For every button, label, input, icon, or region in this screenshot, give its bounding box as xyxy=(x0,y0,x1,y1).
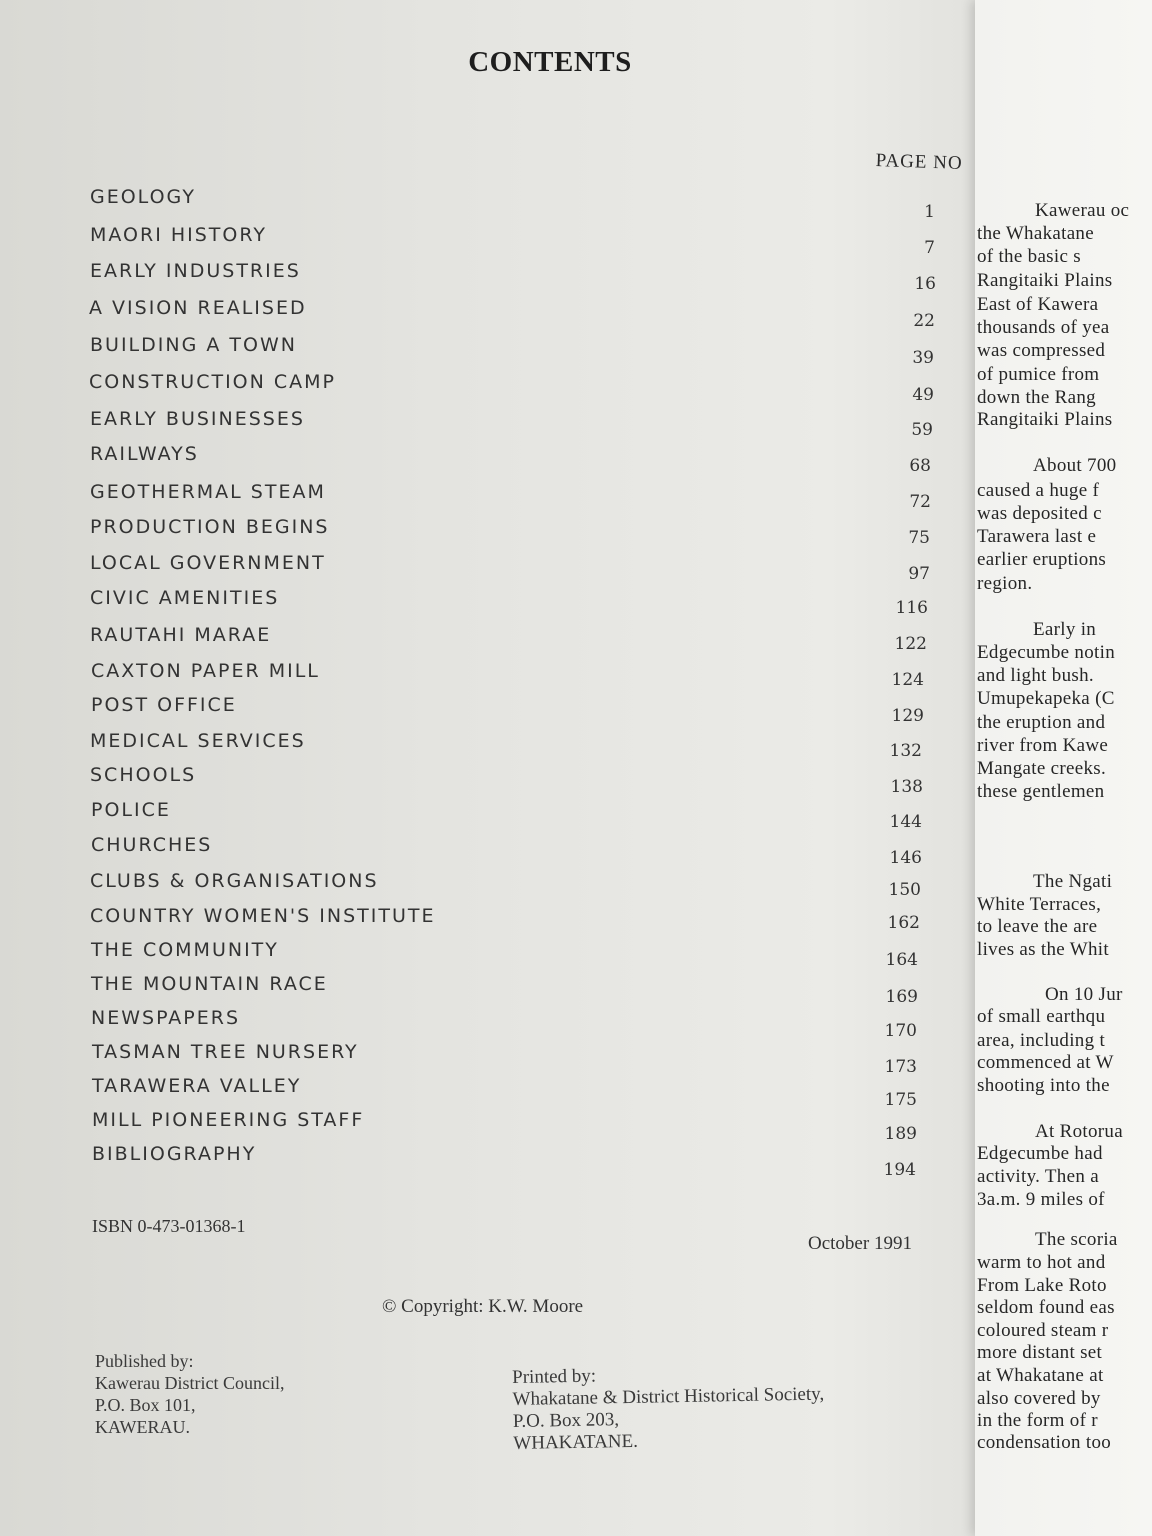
toc-entry-page-number: 170 xyxy=(884,1021,917,1041)
right-page-text-line: Rangitaiki Plains xyxy=(977,270,1113,291)
printed-by-line: P.O. Box 203, xyxy=(512,1409,620,1432)
toc-entry-title: GEOTHERMAL STEAM xyxy=(90,481,326,503)
right-page-text-line: Edgecumbe had xyxy=(977,1143,1103,1164)
toc-entry-page-number: 150 xyxy=(888,880,921,900)
toc-entry-title: RAILWAYS xyxy=(90,443,199,465)
toc-entry-title: GEOLOGY xyxy=(90,186,196,208)
published-by-line: P.O. Box 101, xyxy=(95,1395,196,1415)
toc-entry-page-number: 138 xyxy=(890,777,923,797)
toc-entry-page-number: 97 xyxy=(908,564,930,584)
right-page-text-line: 3a.m. 9 miles of xyxy=(977,1189,1105,1210)
published-by-label: Published by: xyxy=(95,1351,194,1371)
right-page-text-line: seldom found eas xyxy=(977,1297,1115,1318)
right-page-text-line: activity. Then a xyxy=(977,1166,1099,1187)
toc-entry-title: THE COMMUNITY xyxy=(91,939,279,961)
right-page-text-line: to leave the are xyxy=(977,916,1098,937)
toc-entry-page-number: 132 xyxy=(889,741,922,761)
right-page-text-line: lives as the Whit xyxy=(977,939,1109,960)
toc-entry-page-number: 189 xyxy=(884,1124,917,1144)
right-page-text-line: river from Kawe xyxy=(977,735,1109,756)
right-page-text-line: area, including t xyxy=(977,1030,1106,1051)
toc-entry-page-number: 59 xyxy=(911,420,933,440)
toc-entry-title: BIBLIOGRAPHY xyxy=(92,1143,257,1165)
published-by-line: KAWERAU. xyxy=(95,1417,191,1437)
right-page-text-line: was compressed xyxy=(977,340,1106,361)
right-page-text-line: East of Kawera xyxy=(977,294,1099,315)
right-page-text-line: commenced at W xyxy=(977,1052,1114,1073)
right-page-text-line: Edgecumbe notin xyxy=(977,642,1115,663)
toc-entry-page-number: 68 xyxy=(909,456,931,476)
toc-entry-title: MILL PIONEERING STAFF xyxy=(92,1109,365,1131)
right-page-text-line: Tarawera last e xyxy=(977,526,1097,547)
toc-entry-page-number: 1 xyxy=(924,202,935,222)
right-page-text-line: The scoria xyxy=(1035,1229,1118,1250)
toc-entry-page-number: 173 xyxy=(884,1057,917,1077)
toc-entry-title: CONSTRUCTION CAMP xyxy=(89,371,337,393)
right-page-text-line: shooting into the xyxy=(977,1075,1110,1096)
isbn: ISBN 0-473-01368-1 xyxy=(92,1216,246,1236)
right-page-text-line: Kawerau oc xyxy=(1035,200,1130,221)
right-page-text-line: The Ngati xyxy=(1033,871,1113,892)
printed-by-block xyxy=(512,1362,825,1455)
toc-entry-page-number: 144 xyxy=(889,812,922,832)
toc-entry-title: EARLY BUSINESSES xyxy=(90,408,305,430)
toc-entry-title: PRODUCTION BEGINS xyxy=(90,516,330,538)
toc-entry-title: CLUBS & ORGANISATIONS xyxy=(90,870,379,892)
toc-entry-page-number: 194 xyxy=(883,1160,916,1180)
right-page-text-line: White Terraces, xyxy=(977,894,1102,915)
right-page-text-line: About 700 xyxy=(1033,455,1117,476)
toc-entry-title: NEWSPAPERS xyxy=(91,1007,241,1029)
published-by-block xyxy=(95,1350,284,1438)
toc-entry-page-number: 169 xyxy=(885,987,918,1007)
printed-by-line: Whakatane & District Historical Society, xyxy=(512,1383,825,1410)
right-page-text-line: and light bush. xyxy=(977,665,1094,686)
right-page-text-line: at Whakatane at xyxy=(977,1365,1104,1386)
toc-entry-page-number: 7 xyxy=(924,238,935,258)
right-page-text-line: earlier eruptions xyxy=(977,549,1107,570)
right-page-text-line: was deposited c xyxy=(977,503,1102,524)
toc-entry-title: CAXTON PAPER MILL xyxy=(91,660,320,682)
right-page-text-line: of the basic s xyxy=(977,246,1081,267)
copyright-notice: © Copyright: K.W. Moore xyxy=(382,1296,584,1317)
toc-entry-page-number: 39 xyxy=(912,348,934,368)
toc-entry-title: THE MOUNTAIN RACE xyxy=(91,973,328,995)
toc-entry-page-number: 116 xyxy=(895,598,928,618)
toc-entry-page-number: 164 xyxy=(885,950,918,970)
right-page-text-line: caused a huge f xyxy=(977,480,1100,501)
toc-entry-page-number: 124 xyxy=(891,670,924,690)
toc-entry-page-number: 75 xyxy=(908,528,930,548)
toc-entry-title: EARLY INDUSTRIES xyxy=(90,260,301,282)
toc-entry-title: A VISION REALISED xyxy=(89,297,307,319)
right-page-text-line: Rangitaiki Plains xyxy=(977,409,1113,430)
toc-entry-title: CHURCHES xyxy=(91,834,213,856)
toc-entry-page-number: 129 xyxy=(891,706,924,726)
right-page-text-line: On 10 Jur xyxy=(1045,984,1123,1005)
right-page-text-line: Early in xyxy=(1033,619,1097,640)
publication-date: October 1991 xyxy=(808,1233,912,1254)
right-page-text-line: From Lake Roto xyxy=(977,1275,1107,1296)
right-page-text-line: region. xyxy=(977,573,1033,594)
printed-by-label: Printed by: xyxy=(512,1365,597,1388)
toc-entry-page-number: 72 xyxy=(909,492,931,512)
right-page-text-line: Umupekapeka (C xyxy=(977,688,1115,709)
toc-entry-title: POST OFFICE xyxy=(91,694,237,716)
toc-entry-page-number: 16 xyxy=(914,274,936,294)
right-page-text-line: also covered by xyxy=(977,1388,1101,1409)
toc-entry-title: BUILDING A TOWN xyxy=(90,334,297,356)
toc-entry-page-number: 22 xyxy=(913,311,935,331)
right-page-text-line: At Rotorua xyxy=(1035,1121,1123,1142)
toc-entry-page-number: 175 xyxy=(884,1090,917,1110)
right-page-text-line: of pumice from xyxy=(977,364,1100,385)
toc-entry-title: RAUTAHI MARAE xyxy=(90,624,272,646)
toc-entry-title: TASMAN TREE NURSERY xyxy=(92,1041,359,1063)
right-page-text-line: thousands of yea xyxy=(977,317,1110,338)
right-page-text-line: coloured steam r xyxy=(977,1320,1109,1341)
page-title: CONTENTS xyxy=(468,46,632,78)
right-page-text-line: of small earthqu xyxy=(977,1006,1106,1027)
toc-entry-title: CIVIC AMENITIES xyxy=(90,587,280,609)
right-page xyxy=(975,0,1152,1536)
toc-entry-title: POLICE xyxy=(91,799,171,821)
right-page-text-line: the eruption and xyxy=(977,712,1106,733)
right-page-text-line: more distant set xyxy=(977,1342,1103,1363)
right-page-text-line: Mangate creeks. xyxy=(977,758,1106,779)
toc-entry-page-number: 146 xyxy=(889,848,922,868)
right-page-text-line: down the Rang xyxy=(977,387,1096,408)
published-by-line: Kawerau District Council, xyxy=(95,1373,285,1393)
right-page-text-line: in the form of r xyxy=(977,1410,1098,1431)
printed-by-line: WHAKATANE. xyxy=(513,1430,639,1454)
page-number-column-header: PAGE NO xyxy=(875,150,964,175)
toc-entry-page-number: 162 xyxy=(887,913,920,933)
toc-entry-title: TARAWERA VALLEY xyxy=(92,1075,302,1097)
toc-entry-page-number: 49 xyxy=(912,385,934,405)
right-page-text-line: these gentlemen xyxy=(977,781,1105,802)
toc-entry-title: MAORI HISTORY xyxy=(90,224,267,246)
right-page-text-line: warm to hot and xyxy=(977,1252,1106,1273)
toc-entry-title: LOCAL GOVERNMENT xyxy=(90,552,326,574)
right-page-text-line: the Whakatane xyxy=(977,223,1094,244)
toc-entry-page-number: 122 xyxy=(894,634,927,654)
toc-entry-title: COUNTRY WOMEN'S INSTITUTE xyxy=(90,905,436,927)
right-page-text-line: condensation too xyxy=(977,1432,1112,1453)
toc-entry-title: MEDICAL SERVICES xyxy=(90,730,306,752)
toc-entry-title: SCHOOLS xyxy=(90,764,197,786)
